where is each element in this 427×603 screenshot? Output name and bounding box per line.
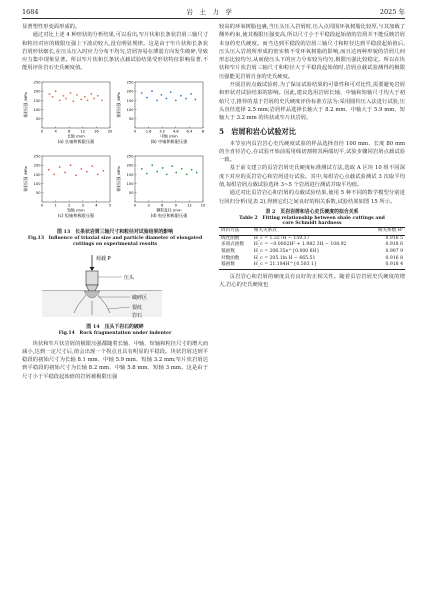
plot-frame	[135, 156, 203, 202]
x-axis-label: 长轴 /mm	[67, 133, 85, 139]
crack-label: 裂纹	[132, 304, 143, 311]
x-tick-label: 1.6	[145, 129, 152, 134]
data-point	[175, 171, 177, 173]
figure-13-caption-en: Fig.13 Influence of triaxial size and particle diameter of elongated cuttings on experimental results	[27, 235, 203, 247]
y-tick-label: 100	[126, 181, 134, 186]
table-row	[219, 249, 405, 256]
header-rule	[22, 18, 405, 19]
x-tick-label: 0	[40, 203, 44, 208]
data-point	[180, 95, 182, 97]
y-tick-label: 250	[33, 154, 41, 159]
data-point	[181, 168, 183, 170]
table-title-cn: 表 2 页岩岩屑和岩心史氏硬度的拟合关系	[265, 208, 359, 215]
data-point	[186, 173, 188, 175]
y-tick-label: 100	[33, 107, 41, 112]
y-tick-label: 200	[33, 89, 41, 94]
table-cell: H_c = 206.35e^{0.000 8H}	[253, 248, 320, 254]
paragraph: 较高的环氧树脂包裹,当压头压入岩屑时,压入点周围环氧树脂比较厚,与其加载了侧外约束,使其极限压强变高,所以尺寸小于平稳段起始值的岩屑并不能反映岩屑本身的史氏硬度。而当达到平稳段的岩屑三轴尺寸和粒径达到平稳段起始值后,压头压入岩屑所形成的密实核不受环氧树脂的影响,而且达再种形貌的岩屑几何形态比较均匀,从而使压头下的应力分布较为均匀,极限压强比较稳定。所以在块状和窄片状岩屑三轴尺寸和粒径大于平稳段起始值时,岩屑点载试验测得的极限压强能见岩屑自身的史氏硬度。	[219, 24, 405, 80]
x-tick-label: 8	[201, 129, 205, 134]
y-tick-label: 200	[126, 163, 134, 168]
data-point	[63, 95, 65, 97]
load-label: 荷载 P	[96, 255, 111, 262]
x-axis-label: 短轴 /mm	[67, 207, 85, 213]
figure-14	[22, 251, 208, 337]
x-tick-label: 6	[161, 203, 164, 208]
x-tick-label: 1	[54, 203, 57, 208]
panel-title: (b) 中轴和极限压强	[150, 138, 188, 144]
table-header: 相关系数 R²	[369, 228, 405, 236]
rock-label: 岩石	[132, 312, 143, 319]
panel-title: (a) 长轴和极限压强	[57, 138, 95, 144]
data-point	[91, 165, 93, 167]
x-tick-label: 2	[68, 203, 71, 208]
indenter	[86, 271, 98, 285]
table-cell: 0.918 6	[385, 242, 403, 248]
y-tick-label: 50	[35, 190, 41, 195]
table-header: 相关关系式	[252, 228, 370, 236]
x-tick-label: 15	[200, 203, 206, 208]
page-number: 1684	[22, 7, 39, 16]
y-tick-label: 150	[33, 98, 41, 103]
y-axis-label: 极限压强 /MPa	[116, 92, 121, 118]
indenter-label: 压头	[124, 274, 135, 281]
figure-13	[22, 76, 208, 248]
y-tick-label: 50	[35, 116, 41, 121]
paragraph: 通过对比上述 4 种形状的分析结果,可以看出,窄片状和长条状岩屑三轴尺寸和粒径对应的极限压强上下波动较大,没有明显规律。这是由于窄片状和长条状岩屑形状细长,在压头压入时应力分布不均匀,岩屑容易在薄弱方向发生破碎,导致应力集中现象显著。所以窄片状和长条状点载试验结果受形状特征影响显著,不能用评价岩石史氏硬度值。	[22, 32, 208, 72]
left-column	[22, 23, 208, 381]
paragraph: 显著塑性形变面形成的。	[22, 24, 81, 30]
x-tick-label: 5	[108, 203, 112, 208]
fit-table	[219, 227, 405, 270]
y-tick-label: 100	[126, 107, 134, 112]
right-column	[219, 23, 405, 289]
data-point	[53, 173, 55, 175]
x-tick-label: 3	[147, 203, 150, 208]
plot-frame	[135, 82, 203, 128]
x-tick-label: 4	[54, 129, 57, 134]
scatter-panel-d	[116, 154, 205, 219]
y-axis-label: 极限压强 /MPa	[116, 166, 121, 192]
x-tick-label: 4	[95, 203, 98, 208]
paragraph: 通过对比页岩岩心和岩屑的点载试验结果,使用 5 种不同的数学模型分别进行回归分析(见表 2),得到它们之间良好的相关系数,试验结果如图 15 所示。	[219, 190, 405, 205]
data-point	[156, 171, 158, 173]
table-cell: 对数函数	[221, 255, 240, 261]
data-point	[49, 93, 51, 95]
x-tick-label: 12	[187, 203, 192, 208]
x-tick-label: 3	[81, 203, 84, 208]
data-point	[190, 93, 192, 95]
data-point	[170, 91, 172, 93]
data-point	[48, 169, 50, 171]
data-point	[70, 92, 72, 94]
data-point	[185, 97, 187, 99]
x-tick-label: 9	[174, 203, 177, 208]
data-point	[146, 97, 148, 99]
y-axis-label: 极限压强 /MPa	[23, 92, 28, 118]
x-tick-label: 6.4	[186, 129, 193, 134]
data-point	[84, 96, 86, 98]
data-point	[196, 171, 198, 173]
table-cell: H_c = 205.1ln H − 665.51	[253, 255, 316, 261]
section-title: 5 岩屑和岩心试验对比	[219, 126, 296, 136]
y-tick-label: 150	[126, 98, 134, 103]
figure-13-charts	[22, 76, 208, 226]
data-point	[75, 174, 77, 176]
table-cell: 0.907 9	[385, 248, 403, 254]
table-cell: 幂函数	[221, 248, 235, 254]
data-point	[146, 172, 148, 174]
paragraph: 页岩岩心和岩屑的硬度具有良好的正相关性。随着页岩岩屑史氏硬度的增大,岩心的史氏硬度也	[219, 273, 405, 288]
y-tick-label: 200	[33, 163, 41, 168]
x-tick-label: 20	[107, 129, 113, 134]
table-title-en2: core Schmidt hardness	[282, 221, 342, 227]
table-header: 回归方法	[219, 228, 252, 236]
data-point	[55, 90, 57, 92]
data-point	[70, 164, 72, 166]
data-point	[59, 99, 61, 101]
data-point	[81, 168, 83, 170]
crushed-label: 破碎区	[132, 294, 148, 301]
data-point	[194, 98, 196, 100]
load-arrow-head	[90, 267, 95, 271]
data-point	[102, 170, 104, 172]
panel-title: (c) 短轴和极限压强	[57, 212, 95, 218]
data-point	[101, 99, 103, 101]
data-point	[65, 97, 67, 99]
table-cell: 幂函数	[221, 262, 235, 268]
y-tick-label: 50	[128, 190, 134, 195]
x-tick-label: 0	[133, 129, 137, 134]
table-cell: 0.916 5	[385, 235, 403, 241]
y-tick-label: 150	[126, 172, 134, 177]
data-point	[80, 98, 82, 100]
y-tick-label: 50	[128, 116, 134, 121]
table-2	[219, 209, 405, 270]
data-point	[156, 99, 158, 101]
y-tick-label: 100	[33, 181, 41, 186]
x-tick-label: 0	[133, 203, 137, 208]
paragraph: 块状和窄片状岩屑的极限压强都随着长轴、中轴、短轴和粒径尺寸的增大而减小,达到一定尺寸后,值会出现一个拐点且具有明显的平稳段。块状岩屑达到平稳段的初始尺寸为长轴 8.1 mm、中轴 5.9 mm、短轴 3.2 mm;窄片状岩屑达到平稳段的初始尺寸为长轴 8.2 mm、中轴 5.8 mm、短轴 3 mm。这是由于尺寸小于平稳段起始值的岩屑被极限压强	[22, 340, 208, 380]
table-cell: H_c = 21.184H^{0.503 1}	[253, 262, 317, 268]
plot-frame	[42, 82, 110, 128]
data-point	[141, 92, 143, 94]
scatter-panel-a	[23, 80, 113, 145]
table-cell: 0.916 8	[385, 255, 403, 261]
y-tick-label: 250	[126, 154, 134, 159]
y-tick-label: 250	[33, 80, 41, 85]
y-tick-label: 250	[126, 80, 134, 85]
table-title-en1: Table 2 Fitting relationship between shale cuttings and	[239, 215, 385, 221]
data-point	[87, 99, 89, 101]
table-row	[219, 262, 405, 269]
data-point	[76, 94, 78, 96]
data-point	[175, 99, 177, 101]
table-cell: 线性函数	[221, 235, 240, 241]
figure-14-caption-cn: 图 14 压头下岩石的破碎	[86, 323, 144, 330]
paragraph: 本节室内页岩岩心史氏硬度试验的样品选择直径 100 mm、长度 80 mm 的全直径岩心,在试验开始前需用线切割将其两端切平,试验步骤同岩屑点载试验一致。	[219, 140, 405, 164]
figure-14-caption-en: Fig.14 Rock fragmentation under indenter	[58, 330, 172, 336]
data-point	[93, 97, 95, 99]
y-axis-label: 极限压强 /MPa	[23, 166, 28, 192]
data-point	[59, 166, 61, 168]
x-tick-label: 0	[40, 129, 44, 134]
table-cell: H_c = 1.327H − 159.17	[253, 235, 310, 241]
data-point	[52, 96, 54, 98]
table-cell: 多项式函数	[221, 242, 244, 248]
data-point	[171, 165, 173, 167]
table-row	[219, 242, 405, 249]
data-point	[151, 90, 153, 92]
data-point	[162, 167, 164, 169]
figure-14-diagram	[22, 251, 208, 321]
running-header	[22, 5, 405, 18]
panel-title: (d) 粒径和极限压强	[150, 212, 188, 218]
x-tick-label: 12	[80, 129, 86, 134]
year: 2025 年	[379, 8, 405, 16]
data-point	[64, 171, 66, 173]
paragraph: 基于前文建立的页岩岩屑史氏硬度标准测试方法,选取 A 区块 10 组不同深度下对应的页岩岩心和岩屑进行试验。其中,每组岩心点载试验测试 3 次取平均值,每组岩屑点载试验选择 3~5 个岩屑进行测试并取平均值。	[219, 165, 405, 189]
data-point	[160, 94, 162, 96]
x-axis-label: 颗粒直径 /mm	[156, 207, 182, 213]
journal-name: 岩 土 力 学	[186, 8, 232, 16]
data-point	[141, 168, 143, 170]
scatter-panel-b	[116, 80, 205, 145]
table-cell: H_c = −0.0002H² + 1.982 3H − 108.92	[253, 242, 347, 248]
plot-frame	[42, 156, 110, 202]
table-cell: 0.918 4	[385, 262, 403, 268]
data-point	[151, 164, 153, 166]
paragraph: 开展岩屑点载试验时,为了保证试验结果的可靠性和可对比性,需要避免岩屑和形状对试验结果的影响。因此,建议选用岩屑长轴、中轴和短轴尺寸均大于初始尺寸,推荐的基于岩屑的史氏硬度评价标准方法为:采用圆柱压入法进行试验,压头直径选择 2.5 mm;岩屑样品选择长轴大于 8.2 mm、中轴大于 5.9 mm、短轴大于 3.2 mm 的块状或窄片状岩屑。	[219, 82, 405, 122]
x-axis-label: 中轴 /mm	[160, 133, 178, 139]
y-tick-label: 150	[33, 172, 41, 177]
figure-13-caption-cn: 图 13 长条状岩屑三轴尺寸和粒径对试验结果的影响	[56, 229, 174, 236]
x-tick-label: 4.8	[172, 129, 179, 134]
x-tick-label: 3.2	[159, 129, 166, 134]
data-point	[97, 95, 99, 97]
data-point	[166, 173, 168, 175]
y-tick-label: 200	[126, 89, 134, 94]
data-point	[90, 93, 92, 95]
x-tick-label: 8	[68, 129, 71, 134]
x-tick-label: 16	[94, 129, 99, 134]
scatter-panel-c	[23, 154, 111, 219]
data-point	[86, 171, 88, 173]
data-point	[97, 173, 99, 175]
indenter-tip	[86, 285, 98, 291]
data-point	[72, 100, 74, 102]
data-point	[166, 97, 168, 99]
data-point	[191, 169, 193, 171]
